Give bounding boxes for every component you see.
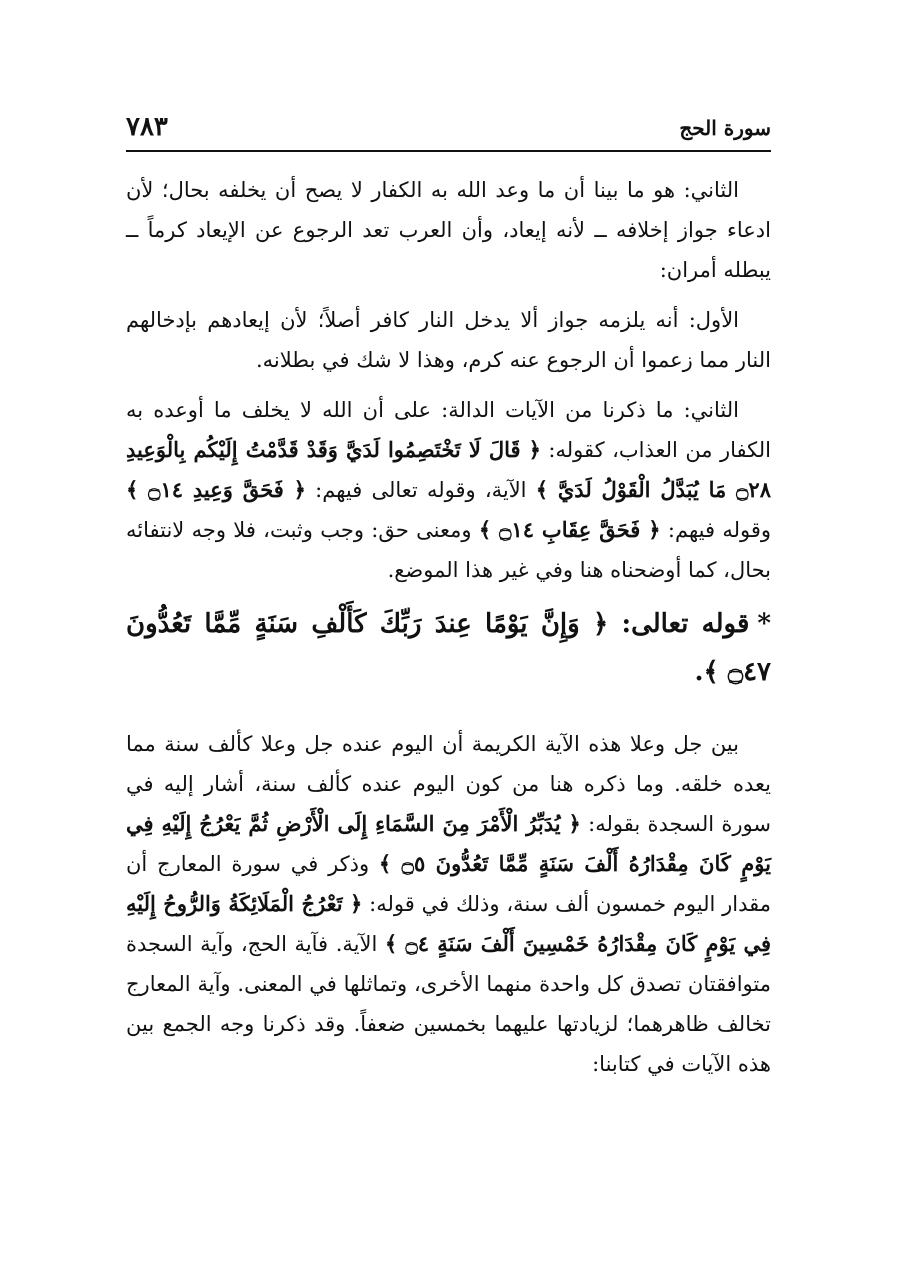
- paragraph-explanation: [126, 724, 771, 1084]
- verse-heading-label: قوله تعالى:: [621, 609, 750, 639]
- paragraph-second-reason: [126, 170, 771, 290]
- surah-title: سورة الحج: [679, 116, 771, 140]
- paragraph-text: ومعنى حق: وجب وثبت، فلا وجه لانتفائه بحال، كما أوضحناه هنا وفي غير هذا الموضع.: [126, 518, 771, 582]
- quran-quote: ﴿ فَحَقَّ عِقَابِ ۝١٤ ﴾: [478, 517, 661, 542]
- star-marker: *: [757, 609, 771, 639]
- paragraph-text: الثاني: ما ذكرنا من الآيات الدالة: على أن الله لا يخلف ما أوعده به الكفار من العذاب، كقوله:: [126, 398, 771, 462]
- verse-heading-end: .: [694, 657, 704, 687]
- quran-quote: ﴿ تَعْرُجُ الْمَلَائِكَةُ وَالرُّوحُ إِلَيْهِ فِي يَوْمٍ كَانَ مِقْدَارُهُ خَمْسِينَ أَلْفَ سَنَةٍ ۝٤ ﴾: [126, 891, 771, 956]
- paragraph-second-point: [126, 390, 771, 590]
- paragraph-text: الآية، وقوله تعالى فيهم:: [305, 478, 536, 502]
- page-header: [126, 112, 771, 152]
- quran-quote: ﴿ قَالَ لَا تَخْتَصِمُوا لَدَيَّ وَقَدْ قَدَّمْتُ إِلَيْكُم بِالْوَعِيدِ ۝٢٨ مَا يُبَدَّلُ الْقَوْلُ لَدَيَّ ﴾: [126, 437, 771, 502]
- paragraph-text: الأول: أنه يلزمه جواز ألا يدخل النار كافر أصلاً؛ لأن إيعادهم بإدخالهم النار مما زعموا أن الرجوع عنه كرم، وهذا لا شك في بطلانه.: [126, 308, 771, 372]
- paragraph-text: الآية. فآية الحج، وآية السجدة متوافقتان تصدق كل واحدة منهما الأخرى، وتماثلها في المعنى. وآية المعارج تخالف ظاهرهما؛ لزيادتها عليهما بخمسين ضعفاً. وقد ذكرنا وجه الجمع بين هذه الآيات في كتابنا:: [126, 932, 771, 1076]
- paragraph-text: وذكر في سورة المعارج أن مقدار اليوم خمسون ألف سنة، وذلك في قوله:: [126, 852, 772, 916]
- quran-quote: ﴿ فَحَقَّ وَعِيدِ ۝١٤ ﴾: [126, 477, 306, 502]
- quran-quote: ﴿ يُدَبِّرُ الْأَمْرَ مِنَ السَّمَاءِ إِلَى الْأَرْضِ ثُمَّ يَعْرُجُ إِلَيْهِ فِي يَوْمٍ كَانَ مِقْدَارُهُ أَلْفَ سَنَةٍ مِّمَّا تَعُدُّونَ ۝٥ ﴾: [126, 811, 771, 876]
- verse-heading-quote: ﴿ وَإِنَّ يَوْمًا عِندَ رَبِّكَ كَأَلْفِ سَنَةٍ مِّمَّا تَعُدُّونَ ۝٤٧ ﴾: [126, 609, 771, 687]
- paragraph-text: بين جل وعلا هذه الآية الكريمة أن اليوم عنده جل وعلا كألف سنة مما يعده خلقه. وما ذكره هنا من كون اليوم عنده كألف سنة، أشار إليه في سورة السجدة بقوله:: [126, 732, 771, 836]
- verse-heading: [126, 600, 771, 696]
- page-number: ٧٨٣: [126, 112, 168, 142]
- paragraph-first-point: [126, 300, 771, 380]
- paragraph-text: الثاني: هو ما بينا أن ما وعد الله به الكفار لا يصح أن يخلفه بحال؛ لأن ادعاء جواز إخلافه ــ لأنه إيعاد، وأن العرب تعد الرجوع عن الإيعاد كرماً ــ يبطله أمران:: [126, 178, 771, 282]
- paragraph-text: وقوله فيهم:: [660, 518, 771, 542]
- page-body: [126, 170, 771, 1084]
